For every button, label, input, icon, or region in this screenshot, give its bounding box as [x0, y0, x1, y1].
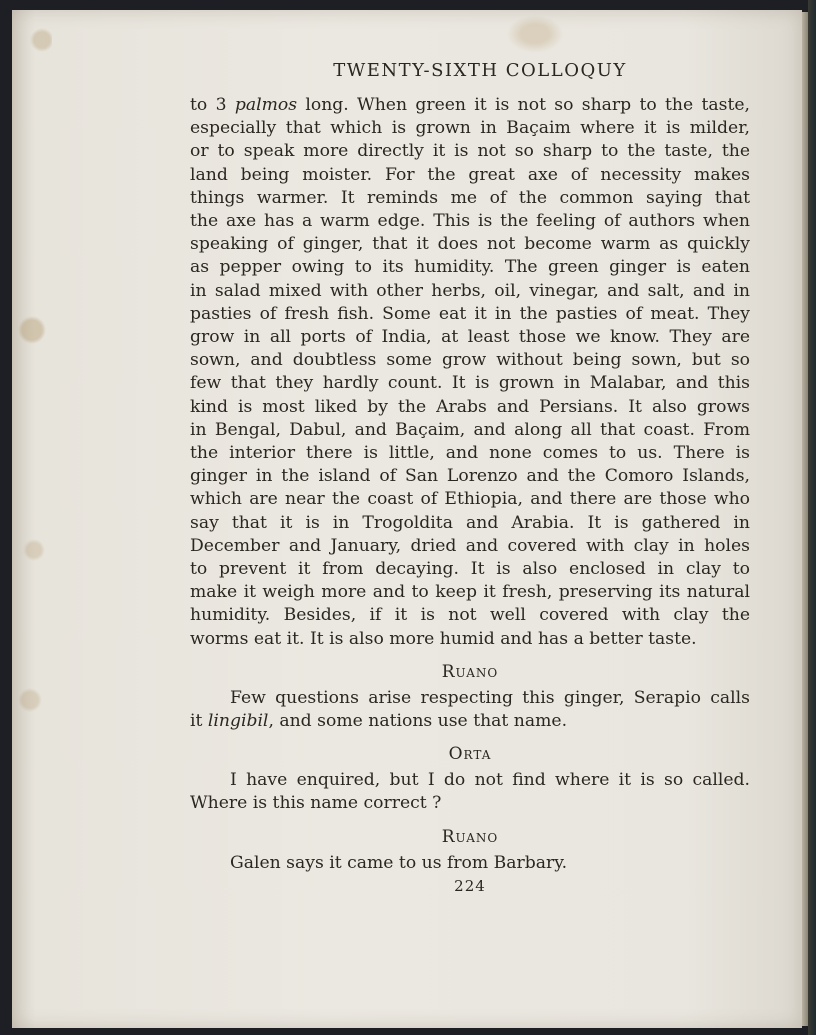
speech-line: Where is this name correct ? [190, 793, 442, 814]
paragraph-line: December and January, dried and covered with clay in holes [190, 535, 750, 556]
page-number: 224 [454, 876, 486, 895]
paragraph-line: in salad mixed with other herbs, oil, vinegar, and salt, and in [190, 280, 750, 301]
speech-block [190, 687, 750, 733]
paragraph-line: things warmer. It reminds me of the common saying that [190, 187, 750, 208]
paragraph-line: as pepper owing to its humidity. The green ginger is eaten [190, 257, 750, 278]
speech-line: I have enquired, but I do not find where it is so called. [230, 770, 750, 791]
paragraph-line: the axe has a warm edge. This is the feeling of authors when [190, 211, 750, 232]
paragraph-line: ginger in the island of San Lorenzo and the Comoro Islands, [190, 466, 750, 487]
italic-word: lingibil [207, 711, 269, 732]
paragraph-line: say that it is in Trogoldita and Arabia. It is gathered in [190, 512, 750, 533]
speech-line: Few questions arise respecting this ginger, Serapio calls [230, 687, 750, 708]
main-paragraph [190, 94, 750, 651]
top-stain [505, 14, 565, 54]
speaker-heading: Ruano [441, 661, 499, 682]
paragraph-line: land being moister. For the great axe of necessity makes [190, 164, 750, 185]
speaker-heading: Orta [448, 744, 492, 765]
speech-block [190, 852, 750, 875]
paragraph-line: make it weigh more and to keep it fresh, preserving its natural [190, 582, 750, 603]
paragraph-line: or to speak more directly it is not so sharp to the taste, the [190, 141, 750, 162]
paragraph-line: in Bengal, Dabul, and Baçaim, and along all that coast. From [190, 419, 750, 440]
paragraph-line: few that they hardly count. It is grown in Malabar, and this [190, 373, 750, 394]
paragraph-line: grow in all ports of India, at least those we know. They are [190, 327, 750, 348]
speech-line: it lingibil, and some nations use that name. [190, 711, 568, 732]
paragraph-line: to prevent it from decaying. It is also enclosed in clay to [190, 559, 750, 580]
paragraph-line: worms eat it. It is also more humid and has a better taste. [190, 628, 697, 649]
paragraph-line: humidity. Besides, if it is not well covered with clay the [190, 605, 750, 626]
paragraph-line: kind is most liked by the Arabs and Persians. It also grows [190, 396, 750, 417]
page-content [190, 58, 750, 895]
running-head: TWENTY-SIXTH COLLOQUY [333, 60, 627, 81]
binding-strip [808, 0, 816, 1035]
speech-line: Galen says it came to us from Barbary. [230, 852, 568, 873]
paragraph-line: to 3 palmos long. When green it is not so sharp to the taste, [190, 95, 750, 115]
paragraph-line: speaking of ginger, that it does not become warm as quickly [190, 234, 750, 255]
speech-block [190, 769, 750, 815]
paragraph-line: sown, and doubtless some grow without being sown, but so [190, 350, 750, 371]
paragraph-line: especially that which is grown in Baçaim where it is milder, [190, 118, 750, 139]
paragraph-line: pasties of fresh fish. Some eat it in the pasties of meat. They [190, 303, 750, 324]
paragraph-line: which are near the coast of Ethiopia, and there are those who [190, 489, 750, 510]
edge-stains [12, 10, 52, 1028]
italic-word: palmos [234, 95, 298, 115]
speaker-heading: Ruano [441, 826, 499, 847]
paragraph-line: the interior there is little, and none comes to us. There is [190, 443, 750, 464]
